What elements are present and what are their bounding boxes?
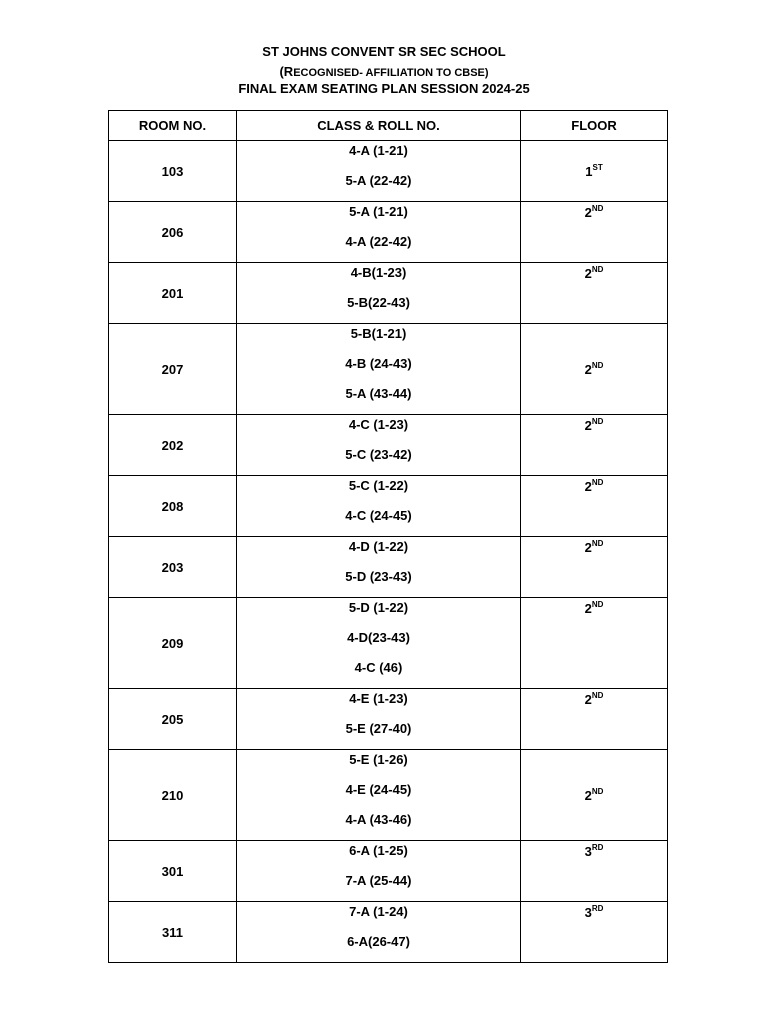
room-number: 205: [109, 689, 237, 750]
class-roll-cell: [237, 537, 521, 598]
class-roll-entry: 6-A (1-25): [349, 843, 408, 858]
room-number: 210: [109, 750, 237, 841]
table-row: [109, 750, 668, 841]
floor-ordinal-suffix: ND: [591, 539, 604, 548]
class-roll-cell: [237, 263, 521, 324]
floor-number: 2: [584, 601, 592, 616]
class-roll-cell: [237, 841, 521, 902]
floor-number: 2: [584, 787, 592, 803]
floor-ordinal-suffix: ST: [592, 162, 603, 172]
floor-ordinal-suffix: ND: [591, 204, 604, 213]
table-row: [109, 324, 668, 415]
table-body: [109, 141, 668, 963]
floor-ordinal-suffix: ND: [591, 786, 604, 796]
table-row: [109, 415, 668, 476]
class-roll-entry: 4-A (22-42): [345, 234, 412, 249]
floor-ordinal-suffix: ND: [591, 417, 604, 426]
class-roll-entry: 5-C (1-22): [348, 478, 409, 493]
room-number: 208: [109, 476, 237, 537]
floor-number: 3: [584, 844, 592, 859]
class-roll-cell: [237, 202, 521, 263]
floor-number: 1: [585, 163, 593, 179]
class-roll-cell: [237, 750, 521, 841]
room-number: 207: [109, 324, 237, 415]
room-number: 202: [109, 415, 237, 476]
class-roll-entry: 4-A (43-46): [345, 812, 412, 827]
room-number: 203: [109, 537, 237, 598]
class-roll-entry: 5-A (22-42): [345, 173, 412, 188]
floor-ordinal-suffix: RD: [591, 904, 604, 913]
floor-ordinal-suffix: ND: [591, 600, 604, 609]
class-roll-entry: 5-D (1-22): [348, 600, 409, 615]
floor-number: 3: [584, 905, 592, 920]
floor-cell: [521, 750, 668, 841]
floor-number: 2: [584, 418, 592, 433]
floor-cell: [521, 202, 668, 263]
class-roll-entry: 5-E (27-40): [345, 721, 412, 736]
class-roll-entry: 4-D (1-22): [348, 539, 409, 554]
class-roll-entry: 5-D (23-43): [345, 569, 412, 584]
class-roll-entry: 4-E (1-23): [349, 691, 408, 706]
school-name: ST JOHNS CONVENT SR SEC SCHOOL: [262, 44, 506, 59]
class-roll-cell: [237, 415, 521, 476]
floor-number: 2: [584, 266, 592, 281]
class-roll-entry: 4-B (24-43): [345, 356, 412, 371]
floor-ordinal-suffix: RD: [591, 843, 604, 852]
floor-ordinal-suffix: ND: [591, 478, 604, 487]
recognition-line: [0, 64, 768, 79]
class-roll-entry: 5-B(22-43): [347, 295, 410, 310]
table-row: [109, 537, 668, 598]
floor-number: 2: [584, 692, 592, 707]
table-row: [109, 841, 668, 902]
floor-cell: [521, 598, 668, 689]
table-row: [109, 598, 668, 689]
column-header-floor: FLOOR: [521, 111, 668, 141]
floor-cell: [521, 324, 668, 415]
room-number: 103: [109, 141, 237, 202]
class-roll-cell: [237, 598, 521, 689]
class-roll-entry: 4-C (1-23): [348, 417, 409, 432]
room-number: 311: [109, 902, 237, 963]
class-roll-entry: 5-E (1-26): [349, 752, 408, 767]
table-header-row: [109, 111, 668, 141]
class-roll-cell: [237, 902, 521, 963]
document-title: FINAL EXAM SEATING PLAN SESSION 2024-25: [238, 81, 530, 96]
class-roll-entry: 5-C (23-42): [345, 447, 412, 462]
floor-cell: [521, 841, 668, 902]
floor-cell: [521, 263, 668, 324]
recognition-rest: ECOGNISED- AFFILIATION TO CBSE): [293, 67, 489, 79]
recognition-paren: (: [279, 64, 284, 79]
floor-cell: [521, 689, 668, 750]
room-number: 301: [109, 841, 237, 902]
class-roll-entry: 6-A(26-47): [347, 934, 410, 949]
class-roll-entry: 4-C (46): [354, 660, 403, 675]
class-roll-entry: 5-A (1-21): [349, 204, 408, 219]
table-row: [109, 476, 668, 537]
floor-number: 2: [584, 361, 592, 377]
column-header-class: CLASS & ROLL NO.: [237, 111, 521, 141]
floor-ordinal-suffix: ND: [591, 265, 604, 274]
table-row: [109, 202, 668, 263]
class-roll-cell: [237, 141, 521, 202]
table-row: [109, 263, 668, 324]
floor-cell: [521, 415, 668, 476]
class-roll-entry: 4-E (24-45): [345, 782, 412, 797]
room-number: 201: [109, 263, 237, 324]
floor-number: 2: [584, 479, 592, 494]
class-roll-entry: 4-C (24-45): [345, 508, 412, 523]
floor-number: 2: [584, 540, 592, 555]
floor-ordinal-suffix: ND: [591, 691, 604, 700]
class-roll-cell: [237, 476, 521, 537]
table-row: [109, 141, 668, 202]
floor-number: 2: [584, 205, 592, 220]
class-roll-cell: [237, 324, 521, 415]
class-roll-entry: 5-A (43-44): [345, 386, 412, 401]
seating-plan-table: [108, 110, 668, 963]
floor-ordinal-suffix: ND: [591, 360, 604, 370]
column-header-room: ROOM NO.: [109, 111, 237, 141]
class-roll-entry: 4-A (1-21): [349, 143, 408, 158]
floor-cell: [521, 537, 668, 598]
floor-cell: [521, 141, 668, 202]
class-roll-entry: 7-A (1-24): [349, 904, 408, 919]
class-roll-entry: 4-D(23-43): [347, 630, 410, 645]
table-row: [109, 902, 668, 963]
recognition-initial: R: [283, 64, 294, 79]
class-roll-entry: 5-B(1-21): [350, 326, 407, 341]
class-roll-entry: 7-A (25-44): [345, 873, 412, 888]
room-number: 209: [109, 598, 237, 689]
class-roll-cell: [237, 689, 521, 750]
floor-cell: [521, 476, 668, 537]
room-number: 206: [109, 202, 237, 263]
table-row: [109, 689, 668, 750]
floor-cell: [521, 902, 668, 963]
class-roll-entry: 4-B(1-23): [350, 265, 407, 280]
